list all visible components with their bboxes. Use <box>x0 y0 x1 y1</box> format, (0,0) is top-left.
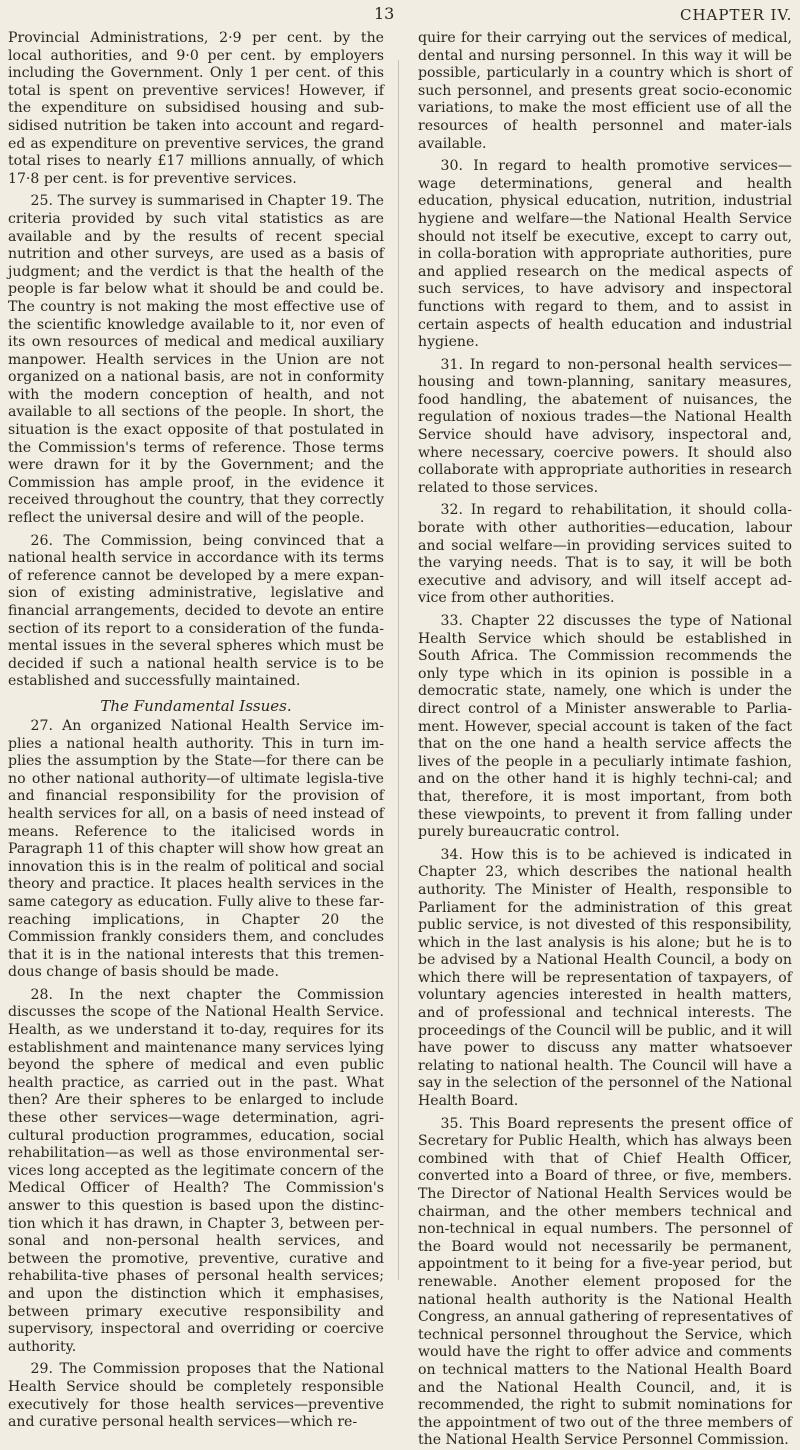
paragraph-32: 32. In regard to rehabilitation, it should colla-borate with other authorities—education, labour and social welfare—in providing services suited to the varying needs. That is to say, it will be both executive and advisory, and will itself accept ad-vice from other authorities. <box>418 502 792 607</box>
column-divider <box>398 60 399 1280</box>
paragraph-continued: Provincial Administrations, 2·9 per cent. by the local authorities, and 9·0 per cent. by employers including the Government. Only 1 per cent. of this total is spent on preventive services! However, if the expenditure on subsidised housing and sub-sidised nutrition be taken into account and regard-ed as expenditure on preventive services, the grand total rises to nearly £17 millions annually, of which 17·8 per cent. is for preventive services. <box>8 30 384 187</box>
page-number: 13 <box>374 4 395 23</box>
paragraph-33: 33. Chapter 22 discusses the type of National Health Service which should be established in South Africa. The Commission recommends the only type which in its opinion is possible in a democratic state, namely, one which is under the direct control of a Minister answerable to Parlia-ment. However, special account is taken of the fact that on the one hand a health service affects the lives of the people in a peculiarly intimate fashion, and on the other hand it is highly techni-cal; and that, therefore, it is most important, from both these viewpoints, to prevent it from falling under purely bureaucratic control. <box>418 613 792 841</box>
paragraph-25: 25. The survey is summarised in Chapter 19. The criteria provided by such vital statistics as are available and by the results of recent special nutrition and other surveys, are used as a basis of judgment; and the verdict is that the health of the people is far below what it should be and could be. The country is not making the most effective use of the scientific knowledge available to it, nor even of its own resources of medical and medical auxiliary manpower. Health services in the Union are not organized on a national basis, are not in conformity with the modern conception of health, and not available to all sections of the people. In short, the situation is the exact opposite of that postulated in the Commission's terms of reference. Those terms were drawn for it by the Government; and the Commission has ample proof, in the evidence it received throughout the country, that they correctly reflect the universal desire and will of the people. <box>8 193 384 527</box>
left-column <box>8 30 384 1431</box>
paragraph-35: 35. This Board represents the present office of Secretary for Public Health, which has always been combined with that of Chief Health Officer, converted into a Board of three, or five, members. The Director of National Health Services would be chairman, and the other members technical and non-technical in equal numbers. The personnel of the Board would not necessarily be permanent, appointment to it being for a five-year period, but renewable. Another element proposed for the national health authority is the National Health Congress, an annual gathering of representatives of technical personnel throughout the Service, which would have the right to offer advice and comments on technical matters to the National Health Board and the National Health Council, and, it is recommended, the right to submit nominations for the appointment of two out of the three members of the National Health Service Personnel Commission. <box>418 1115 792 1449</box>
paragraph-continued: quire for their carrying out the services of medical, dental and nursing personnel. In this way it will be possible, particularly in a country which is short of such personnel, and presents great socio-economic variations, to make the most efficient use of all the resources of health personnel and mater-ials available. <box>418 30 792 152</box>
right-column <box>418 30 792 1449</box>
paragraph-26: 26. The Commission, being convinced that a national health service in accordance with its terms of reference cannot be developed by a mere expan-sion of existing administrative, legislative and financial arrangements, decided to devote an entire section of its report to a consideration of the funda-mental issues in the several spheres which must be decided if such a national health service is to be established and successfully maintained. <box>8 532 384 690</box>
paragraph-28: 28. In the next chapter the Commission discusses the scope of the National Health Service. Health, as we understand it to-day, requires for its establishment and maintenance many services lying beyond the sphere of medical and even public health practice, as carried out in the past. What then? Are their spheres to be enlarged to include these other services—wage determination, agri-cultural production programmes, education, social rehabilitation—as well as those environmental ser-vices long accepted as the legitimate concern of the Medical Officer of Health? The Commission's answer to this question is based upon the distinc-tion which it has drawn, in Chapter 3, between per-sonal and non-personal health services, and between the promotive, preventive, curative and rehabilita-tive phases of personal health services; and upon the distinction which it emphasises, between primary executive responsibility and supervisory, inspectoral and overriding or coercive authority. <box>8 986 384 1355</box>
paragraph-27: 27. An organized National Health Service im-plies a national health authority. This in turn im-plies the assumption by the State—for there can be no other national authority—of ultimate legisla-tive and financial responsibility for the provision of health services for all, on a basis of need instead of means. Reference to the italicised words in Paragraph 11 of this chapter will show how great an innovation this is in the realm of political and social theory and practice. It places health services in the same category as education. Fully alive to these far-reaching implications, in Chapter 20 the Commission frankly considers them, and concludes that it is in the national interests that this tremen-dous change of basis should be made. <box>8 717 384 981</box>
section-subheading: The Fundamental Issues. <box>100 696 292 715</box>
chapter-heading: CHAPTER IV. <box>680 6 793 24</box>
paragraph-29: 29. The Commission proposes that the National Health Service should be completely responsible executively for those health services—preventive and curative personal health services—which re- <box>8 1361 384 1431</box>
paragraph-31: 31. In regard to non-personal health services—housing and town-planning, sanitary measures, food handling, the abatement of nuisances, the regulation of noxious trades—the National Health Service should have advisory, inspectoral and, where necessary, coercive powers. It should also collaborate with appropriate authorities in research related to those services. <box>418 356 792 496</box>
paragraph-34: 34. How this is to be achieved is indicated in Chapter 23, which describes the national health authority. The Minister of Health, responsible to Parliament for the administration of this great public service, is not divested of this responsibility, which in the last analysis is his alone; but he is to be advised by a National Health Council, a body on which there will be representation of taxpayers, of voluntary agencies interested in health matters, and of professional and technical interests. The proceedings of the Council will be public, and it will have power to discuss any matter whatsoever relating to national health. The Council will have a say in the selection of the personnel of the National Health Board. <box>418 846 792 1110</box>
paragraph-30: 30. In regard to health promotive services—wage determinations, general and health education, physical education, nutrition, industrial hygiene and welfare—the National Health Service should not itself be executive, except to carry out, in colla-boration with appropriate authorities, pure and applied research on the medical aspects of such services, to have advisory and inspectoral functions with regard to them, and to assist in certain aspects of health education and industrial hygiene. <box>418 158 792 351</box>
